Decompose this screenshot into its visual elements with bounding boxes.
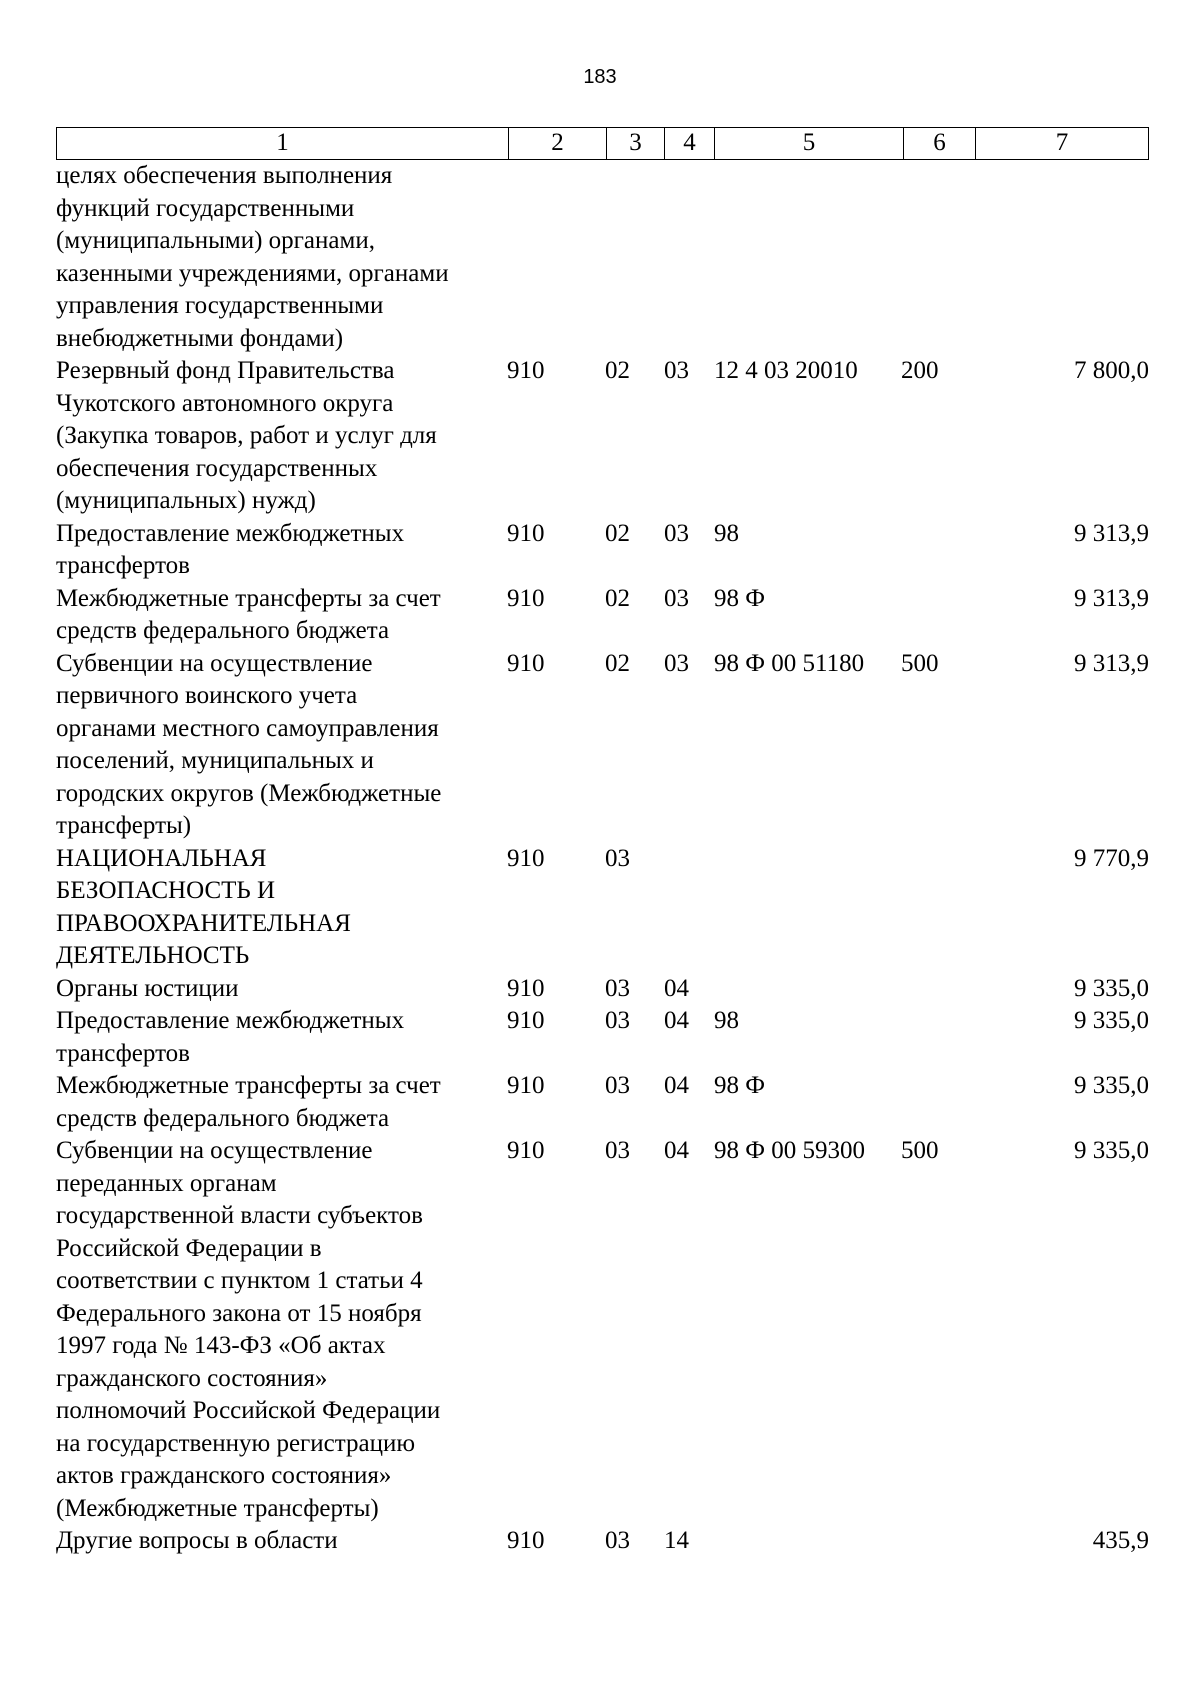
row-description: НАЦИОНАЛЬНАЯ БЕЗОПАСНОСТЬ И ПРАВООХРАНИТЕЛЬНАЯ ДЕЯТЕЛЬНОСТЬ xyxy=(56,844,351,969)
table-row xyxy=(56,648,1149,843)
row-description: Другие вопросы в области xyxy=(56,1527,338,1554)
row-target-code: 12 4 03 20010 xyxy=(714,357,858,384)
row-amount: 9 335,0 xyxy=(1074,1137,1149,1164)
table-row xyxy=(56,518,1149,583)
header-col-7: 7 xyxy=(1055,129,1069,156)
header-col-5: 5 xyxy=(715,128,904,159)
row-target-code: 98 Ф 00 59300 xyxy=(714,1137,866,1164)
row-amount: 9 335,0 xyxy=(1074,1007,1149,1034)
row-amount: 9 335,0 xyxy=(1074,1072,1149,1099)
row-section-code: 03 xyxy=(605,1527,630,1554)
row-admin-code: 910 xyxy=(507,1527,545,1554)
table-row xyxy=(56,583,1149,648)
row-description: Межбюджетные трансферты за счет средств федерального бюджета xyxy=(56,584,441,644)
row-section-code: 03 xyxy=(605,844,630,872)
page-number: 183 xyxy=(583,66,617,88)
row-admin-code: 910 xyxy=(507,519,545,547)
row-description: целях обеспечения выполнения функций государственными (муниципальными) органами, казенными учреждениями, органами управления государственными внебюджетными фондами) xyxy=(56,162,449,352)
row-admin-code: 910 xyxy=(507,844,545,872)
table-row xyxy=(56,843,1149,973)
row-target-code: 98 xyxy=(714,519,739,547)
row-description: Субвенции на осуществление первичного воинского учета органами местного самоуправления поселений, муниципальных и городских округов (Межбюджетные трансферты) xyxy=(56,649,442,839)
row-subsection-code: 03 xyxy=(664,357,689,384)
row-section-code: 02 xyxy=(605,357,630,384)
row-amount: 9 313,9 xyxy=(1074,584,1149,612)
table-row xyxy=(56,973,1149,1006)
row-expense-type: 200 xyxy=(901,357,939,384)
row-amount: 9 313,9 xyxy=(1074,649,1149,677)
header-col-4: 4 xyxy=(665,128,715,159)
row-amount: 9 770,9 xyxy=(1074,844,1149,872)
header-col-6: 6 xyxy=(904,128,976,159)
row-expense-type: 500 xyxy=(901,649,939,677)
row-amount: 435,9 xyxy=(1092,1527,1149,1554)
row-admin-code: 910 xyxy=(507,649,545,677)
table-row xyxy=(56,160,1149,355)
row-section-code: 03 xyxy=(605,1072,630,1099)
row-amount: 7 800,0 xyxy=(1074,357,1149,384)
row-target-code: 98 Ф 00 51180 xyxy=(714,649,865,677)
row-description: Межбюджетные трансферты за счет средств федерального бюджета xyxy=(56,1072,441,1132)
table-body xyxy=(56,160,1149,1558)
table-header xyxy=(56,127,1149,160)
row-description: Предоставление межбюджетных трансфертов xyxy=(56,1007,405,1067)
row-section-code: 03 xyxy=(605,1007,630,1034)
row-amount: 9 313,9 xyxy=(1074,519,1149,547)
row-admin-code: 910 xyxy=(507,1072,545,1099)
row-admin-code: 910 xyxy=(507,357,545,384)
table-row xyxy=(56,1525,1149,1558)
row-admin-code: 910 xyxy=(507,1137,545,1164)
row-section-code: 03 xyxy=(605,974,630,1002)
row-description: Предоставление межбюджетных трансфертов xyxy=(56,519,405,579)
table-row xyxy=(56,355,1149,518)
row-admin-code: 910 xyxy=(507,584,545,612)
header-col-3: 3 xyxy=(607,128,665,159)
row-admin-code: 910 xyxy=(507,1007,545,1034)
row-description: Органы юстиции xyxy=(56,974,239,1002)
row-subsection-code: 04 xyxy=(664,974,689,1002)
row-description: Субвенции на осуществление переданных органам государственной власти субъектов Российской Федерации в соответствии с пунктом 1 статьи 4 Федерального закона от 15 ноября 1997 года № 143-ФЗ «Об актах гражданского состояния» полномочий Российской Федерации на государственную регистрацию актов гражданского состояния» (Межбюджетные трансферты) xyxy=(56,1137,441,1522)
table-row xyxy=(56,1005,1149,1070)
row-subsection-code: 04 xyxy=(664,1072,689,1099)
row-target-code: 98 Ф xyxy=(714,584,766,612)
row-amount: 9 335,0 xyxy=(1074,974,1149,1002)
row-target-code: 98 Ф xyxy=(714,1072,766,1099)
row-section-code: 03 xyxy=(605,1137,630,1164)
row-admin-code: 910 xyxy=(507,974,545,1002)
row-subsection-code: 03 xyxy=(664,649,689,677)
row-subsection-code: 03 xyxy=(664,584,689,612)
row-section-code: 02 xyxy=(605,649,630,677)
row-description: Резервный фонд Правительства Чукотского автономного округа (Закупка товаров, работ и услуг для обеспечения государственных (муниципальных) нужд) xyxy=(56,357,437,514)
table-row xyxy=(56,1135,1149,1525)
row-subsection-code: 04 xyxy=(664,1137,689,1164)
header-col-2: 2 xyxy=(509,128,607,159)
header-col-1: 1 xyxy=(57,128,509,159)
row-subsection-code: 03 xyxy=(664,519,689,547)
row-subsection-code: 04 xyxy=(664,1007,689,1034)
row-expense-type: 500 xyxy=(901,1137,939,1164)
row-section-code: 02 xyxy=(605,519,630,547)
row-section-code: 02 xyxy=(605,584,630,612)
row-subsection-code: 14 xyxy=(664,1527,689,1554)
table-row xyxy=(56,1070,1149,1135)
row-target-code: 98 xyxy=(714,1007,739,1034)
